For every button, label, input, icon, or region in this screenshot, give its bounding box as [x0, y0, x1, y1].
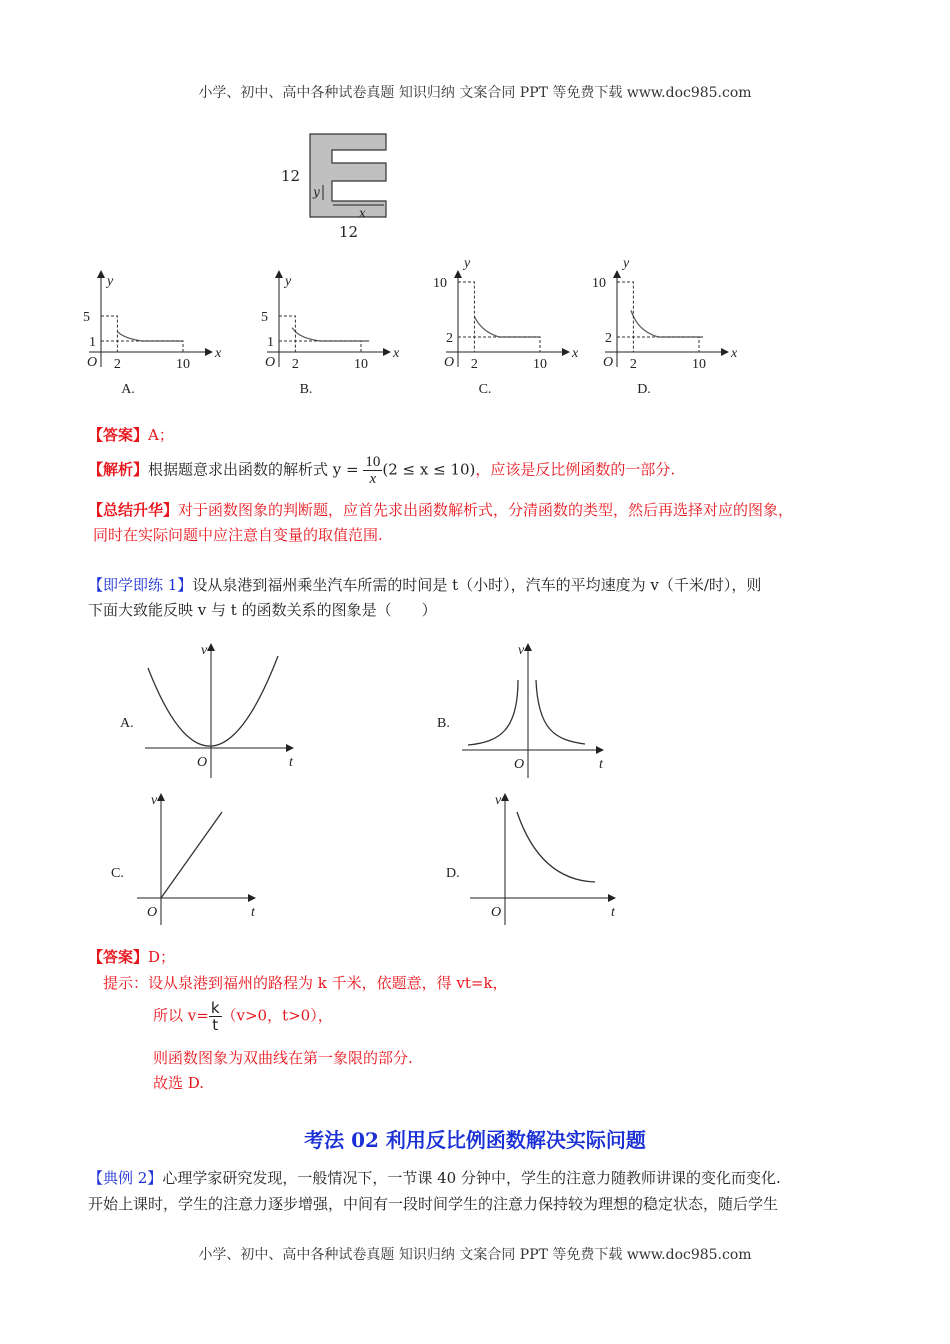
choice-line: 故选 D.	[153, 1074, 205, 1092]
y-tick-label: 10	[433, 276, 447, 291]
x-axis-label: x	[393, 346, 400, 361]
analysis-range: (2 ≤ x ≤ 10)	[382, 460, 476, 479]
y-tick-label: 1	[89, 335, 96, 350]
summary-tag: 【总结升华】	[88, 501, 179, 519]
x-tick-label: 10	[354, 357, 368, 372]
page-header: 小学、初中、高中各种试卷真题 知识归纳 文案合同 PPT 等免费下载 www.doc985.com	[198, 85, 752, 101]
origin-label: O	[87, 355, 98, 370]
practice-line2: 下面大致能反映 v 与 t 的函数关系的图象是（ ）	[88, 601, 437, 619]
answer2-text: D；	[148, 948, 176, 966]
t-axis-label: t	[611, 905, 615, 920]
e-bottom-label: 12	[339, 223, 359, 241]
denominator: t	[212, 1016, 219, 1034]
curve	[468, 680, 585, 745]
x-axis-label: x	[731, 346, 738, 361]
origin-label: O	[444, 355, 455, 370]
practice-line1: 设从泉港到福州乘坐汽车所需的时间是 t（小时），汽车的平均速度为 v（千米/时），则	[192, 576, 762, 594]
v-axis-label: v	[495, 793, 502, 808]
graph-option-d	[592, 256, 738, 397]
e-y-label: y	[313, 185, 320, 199]
origin-label: O	[514, 757, 525, 772]
t-axis-label: t	[599, 757, 603, 772]
answer-text: A；	[148, 426, 174, 444]
vt-graph-option-a	[120, 643, 294, 778]
option-label: B.	[437, 716, 450, 731]
origin-label: O	[265, 355, 276, 370]
example-line2: 开始上课时，学生的注意力逐步增强，中间有一段时间学生的注意力保持较为理想的稳定状态，随后学生	[88, 1195, 779, 1213]
x-tick-label: 2	[470, 357, 478, 372]
curve	[117, 332, 183, 341]
analysis-conclusion: ，应该是反比例函数的一部分.	[475, 460, 676, 479]
y-tick-label: 5	[83, 310, 90, 325]
answer2-tag: 【答案】	[88, 948, 149, 966]
vt-graph-option-c	[111, 793, 256, 925]
v-axis-label: v	[151, 793, 158, 808]
e-side-label: 12	[281, 167, 301, 185]
curve	[517, 812, 595, 882]
curve	[148, 656, 278, 746]
curve	[161, 812, 222, 898]
so-condition: （v>0，t>0），	[221, 1006, 333, 1025]
option-label: B.	[299, 382, 313, 397]
v-axis-label: v	[201, 643, 208, 658]
x-tick-label: 2	[291, 357, 299, 372]
y-axis-label: y	[107, 274, 114, 289]
option-label: C.	[111, 866, 124, 881]
practice-tag: 【即学即练 1】	[88, 576, 193, 594]
t-axis-label: t	[251, 905, 255, 920]
conclusion-line: 则函数图象为双曲线在第一象限的部分.	[153, 1049, 413, 1067]
option-label: C.	[478, 382, 492, 397]
graph-option-a	[83, 272, 222, 397]
x-tick-label: 10	[176, 357, 190, 372]
hint-line: 提示：设从泉港到福州的路程为 k 千米，依题意，得 vt=k，	[103, 974, 508, 992]
e-x-label: x	[359, 206, 366, 220]
curve	[631, 310, 703, 337]
denominator: x	[369, 471, 377, 487]
k-over-t	[209, 1000, 222, 1033]
y-axis-label: y	[623, 256, 630, 271]
curve	[474, 316, 540, 337]
analysis-tag: 【解析】	[88, 460, 149, 479]
dashed-guides	[617, 282, 699, 352]
analysis-text: 根据题意求出函数的解析式 y =	[148, 460, 364, 479]
example-line1: 心理学家研究发现，一般情况下，一节课 40 分钟中，学生的注意力随教师讲课的变化而变化.	[162, 1169, 781, 1187]
origin-label: O	[603, 355, 614, 370]
vt-graph-option-d	[446, 793, 616, 925]
graph-option-c	[433, 256, 579, 397]
numerator: k	[210, 999, 220, 1017]
dashed-guides	[101, 316, 183, 352]
origin-label: O	[147, 905, 158, 920]
so-line	[153, 1000, 333, 1033]
y-tick-label: 2	[446, 331, 453, 346]
answer-tag: 【答案】	[88, 426, 149, 444]
so-text: 所以 v=	[153, 1006, 209, 1025]
curve	[292, 328, 369, 341]
option-label: A.	[121, 382, 135, 397]
analysis-line	[88, 454, 675, 487]
x-tick-label: 10	[692, 357, 706, 372]
option-label: A.	[120, 716, 134, 731]
y-tick-label: 5	[261, 310, 268, 325]
y-tick-label: 10	[592, 276, 606, 291]
x-tick-label: 10	[533, 357, 547, 372]
y-axis-label: y	[464, 256, 471, 271]
graph-option-b	[261, 272, 400, 397]
page-footer: 小学、初中、高中各种试卷真题 知识归纳 文案合同 PPT 等免费下载 www.doc985.com	[198, 1247, 752, 1263]
option-label: D.	[446, 866, 460, 881]
v-axis-label: v	[518, 643, 525, 658]
y-tick-label: 1	[267, 335, 274, 350]
section-title: 考法 02 利用反比例函数解决实际问题	[304, 1128, 646, 1152]
t-axis-label: t	[289, 755, 293, 770]
option-label: D.	[637, 382, 651, 397]
e-shape-figure	[310, 134, 386, 217]
numerator: 10	[365, 454, 381, 470]
origin-label: O	[197, 755, 208, 770]
summary-line1: 对于函数图象的判断题，应首先求出函数解析式，分清函数的类型，然后再选择对应的图象，	[178, 501, 794, 519]
x-tick-label: 2	[113, 357, 121, 372]
x-axis-label: x	[572, 346, 579, 361]
summary-line2: 同时在实际问题中应注意自变量的取值范围.	[93, 526, 383, 544]
y-tick-label: 2	[605, 331, 612, 346]
example-tag: 【典例 2】	[88, 1169, 163, 1187]
dashed-guides	[279, 316, 361, 352]
fraction	[363, 454, 382, 487]
x-tick-label: 2	[629, 357, 637, 372]
dashed-guides	[458, 282, 540, 352]
x-axis-label: x	[215, 346, 222, 361]
vt-graph-option-b	[437, 643, 604, 778]
origin-label: O	[491, 905, 502, 920]
y-axis-label: y	[285, 274, 292, 289]
